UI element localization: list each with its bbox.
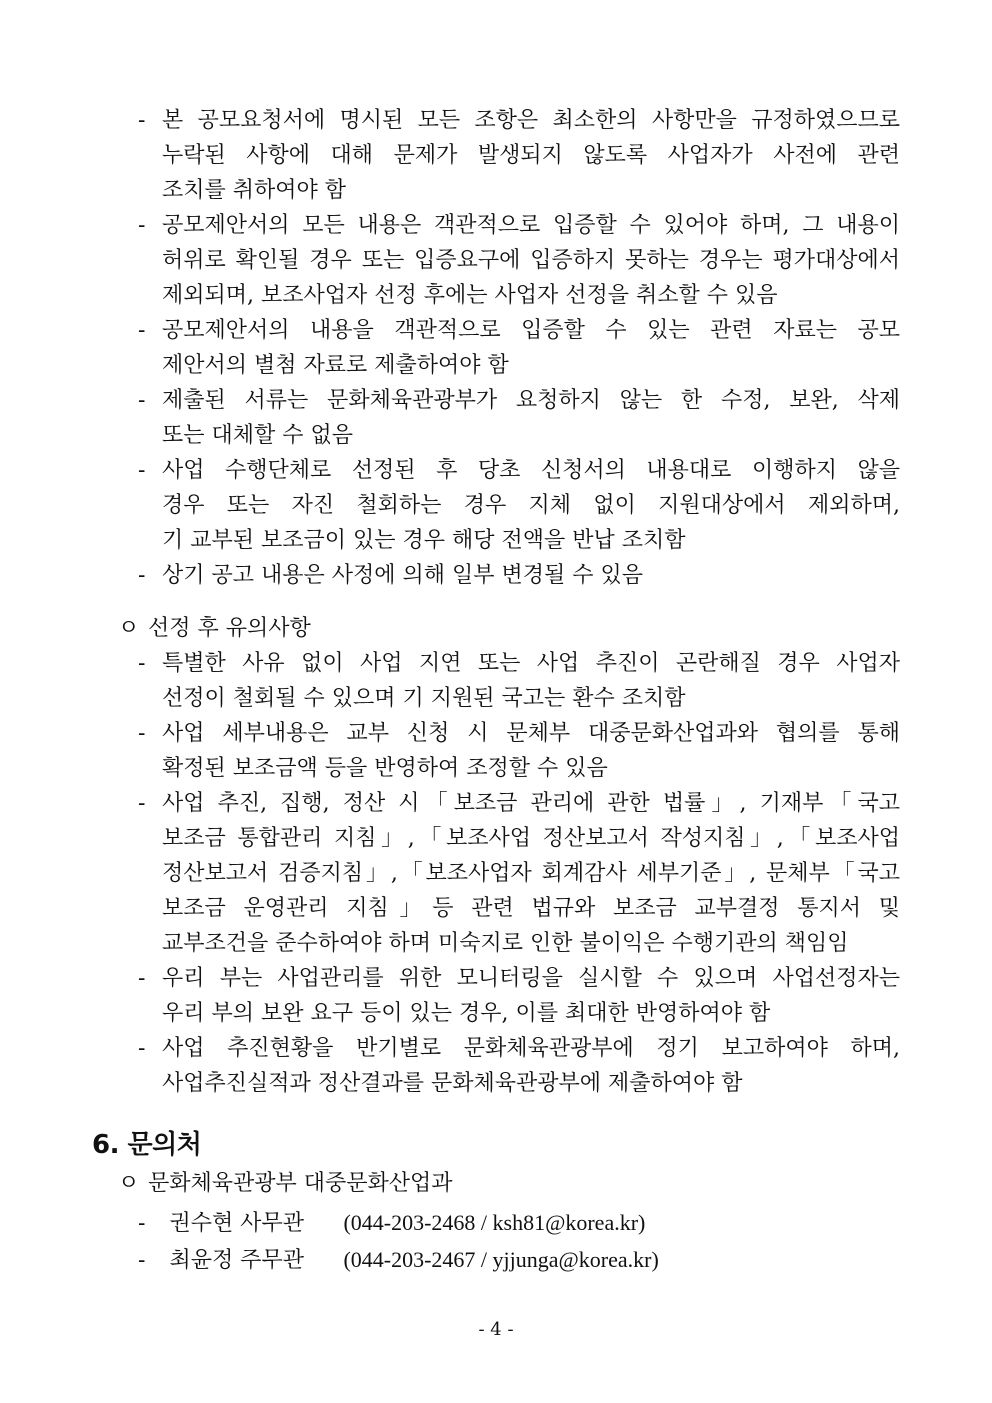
list-item xyxy=(138,313,900,383)
text-line: 기 교부된 보조금이 있는 경우 해당 전액을 반납 조치함 xyxy=(162,528,686,553)
text-line: 사업 세부내용은 교부 신청 시 문체부 대중문화산업과와 협의를 통해 xyxy=(162,721,900,746)
dash-marker: - xyxy=(138,458,146,483)
contact-name: 최윤정 주무관 xyxy=(169,1248,304,1273)
text-line: 사업추진실적과 정산결과를 문화체육관광부에 제출하여야 함 xyxy=(162,1071,743,1096)
dash-marker: - xyxy=(138,651,146,676)
section-heading-contact: 6. 문의처 xyxy=(92,1130,202,1160)
text-line: 조치를 취하여야 함 xyxy=(162,178,347,203)
dash-marker: - xyxy=(138,1248,146,1273)
text-line: 상기 공고 내용은 사정에 의해 일부 변경될 수 있음 xyxy=(162,563,643,588)
circle-bullet: ㅇ xyxy=(118,1171,140,1196)
text-line: 제안서의 별첨 자료로 제출하여야 함 xyxy=(162,353,509,378)
dash-marker: - xyxy=(138,721,146,746)
section-title-after-selection xyxy=(118,611,311,646)
text-line: 허위로 확인될 경우 또는 입증요구에 입증하지 못하는 경우는 평가대상에서 xyxy=(162,248,900,273)
page-number: - 4 - xyxy=(478,1319,514,1340)
text-line: 우리 부의 보완 요구 등이 있는 경우, 이를 최대한 반영하여야 함 xyxy=(162,1001,771,1026)
text-line: 사업 추진현황을 반기별로 문화체육관광부에 정기 보고하여야 하며, xyxy=(162,1036,900,1061)
list-item xyxy=(138,1031,900,1101)
list-item xyxy=(138,558,900,593)
list-item xyxy=(138,646,900,716)
text-line: 공모제안서의 내용을 객관적으로 입증할 수 있는 관련 자료는 공모 xyxy=(162,318,900,343)
text-line: 선정이 철회될 수 있으며 기 지원된 국고는 환수 조치함 xyxy=(162,686,686,711)
dash-marker: - xyxy=(138,1211,146,1236)
text-line: 특별한 사유 없이 사업 지연 또는 사업 추진이 곤란해질 경우 사업자 xyxy=(162,651,900,676)
text-line: 본 공모요청서에 명시된 모든 조항은 최소한의 사항만을 규정하였으므로 xyxy=(162,108,900,133)
list-item xyxy=(138,961,900,1031)
dash-marker: - xyxy=(138,966,146,991)
contact-name: 권수현 사무관 xyxy=(169,1211,304,1236)
dash-marker: - xyxy=(138,1036,146,1061)
circle-bullet: ㅇ xyxy=(118,616,140,641)
contact-row xyxy=(138,1205,645,1241)
list-item xyxy=(138,453,900,558)
list-item xyxy=(138,716,900,786)
dash-marker: - xyxy=(138,108,146,133)
contact-info: (044-203-2468 / ksh81@korea.kr) xyxy=(343,1210,646,1235)
text-line: 제외되며, 보조사업자 선정 후에는 사업자 선정을 취소할 수 있음 xyxy=(162,283,778,308)
text-line: 또는 대체할 수 없음 xyxy=(162,423,353,448)
dash-marker: - xyxy=(138,563,146,588)
dash-marker: - xyxy=(138,318,146,343)
text-line: 누락된 사항에 대해 문제가 발생되지 않도록 사업자가 사전에 관련 xyxy=(162,143,900,168)
text-line: 공모제안서의 모든 내용은 객관적으로 입증할 수 있어야 하며, 그 내용이 xyxy=(162,213,900,238)
text-line: 제출된 서류는 문화체육관광부가 요청하지 않는 한 수정, 보완, 삭제 xyxy=(162,388,900,413)
list-item xyxy=(138,103,900,208)
text-line: 경우 또는 자진 철회하는 경우 지체 없이 지원대상에서 제외하며, xyxy=(162,493,900,518)
list-item xyxy=(138,383,900,453)
text-line: 보조금 통합관리 지침」,「보조사업 정산보고서 작성지침」,「보조사업 xyxy=(162,826,900,851)
contact-organization xyxy=(118,1166,453,1201)
list-item xyxy=(138,208,900,313)
dash-marker: - xyxy=(138,213,146,238)
organization-name: 문화체육관광부 대중문화산업과 xyxy=(148,1171,453,1196)
text-line: 사업 추진, 집행, 정산 시「보조금 관리에 관한 법률」, 기재부「국고 xyxy=(162,791,900,816)
text-line: 보조금 운영관리 지침」등 관련 법규와 보조금 교부결정 통지서 및 xyxy=(162,896,900,921)
list-item xyxy=(138,786,900,961)
contact-info: (044-203-2467 / yjjunga@korea.kr) xyxy=(343,1247,659,1272)
text-line: 정산보고서 검증지침」,「보조사업자 회계감사 세부기준」, 문체부「국고 xyxy=(162,861,900,886)
text-line: 사업 수행단체로 선정된 후 당초 신청서의 내용대로 이행하지 않을 xyxy=(162,458,900,483)
text-line: 우리 부는 사업관리를 위한 모니터링을 실시할 수 있으며 사업선정자는 xyxy=(162,966,900,991)
contact-row xyxy=(138,1242,659,1278)
dash-marker: - xyxy=(138,791,146,816)
section-title: 선정 후 유의사항 xyxy=(148,616,311,641)
text-line: 교부조건을 준수하여야 하며 미숙지로 인한 불이익은 수행기관의 책임임 xyxy=(162,931,849,956)
dash-marker: - xyxy=(138,388,146,413)
text-line: 확정된 보조금액 등을 반영하여 조정할 수 있음 xyxy=(162,756,608,781)
